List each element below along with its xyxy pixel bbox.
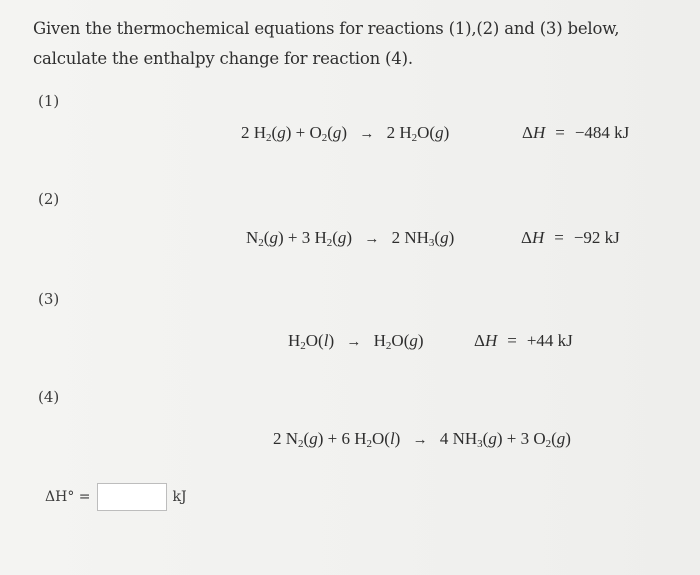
reaction-3-delta-h: ΔH = +44 kJ [474,331,573,350]
answer-unit: kJ [172,489,187,505]
question-prompt: Given the thermochemical equations for reactions (1),(2) and (3) below, calculate the enthalpy change for reaction (4). [33,19,620,68]
reaction-2-delta-h: ΔH = −92 kJ [521,228,620,247]
reaction-3-equation: $H_2O(l) \to H_2O(g)$ [288,331,424,352]
answer-row [45,480,187,514]
reaction-2-label: (2) [38,190,60,208]
answer-input[interactable] [97,483,167,511]
reaction-4-label: (4) [38,388,60,406]
reaction-1-delta-h: ΔH = −484 kJ [522,123,630,142]
reaction-1-label: (1) [38,92,60,110]
answer-label: ΔH° = [45,489,91,505]
reaction-3-label: (3) [38,290,60,308]
reaction-2-equation: $N_2(g) + 3$ $H_2(g) \to 2$ $NH_3(g)$ [246,228,455,249]
reaction-4-equation: 2 $N_2(g) + 6$ $H_2O(l) \to 4$ $NH_3(g) + 3$ $O_2(g)$ [273,429,571,450]
reaction-1-equation: 2 $H_2(g) + O_2(g) \to 2$ $H_2O(g)$ [241,123,450,144]
